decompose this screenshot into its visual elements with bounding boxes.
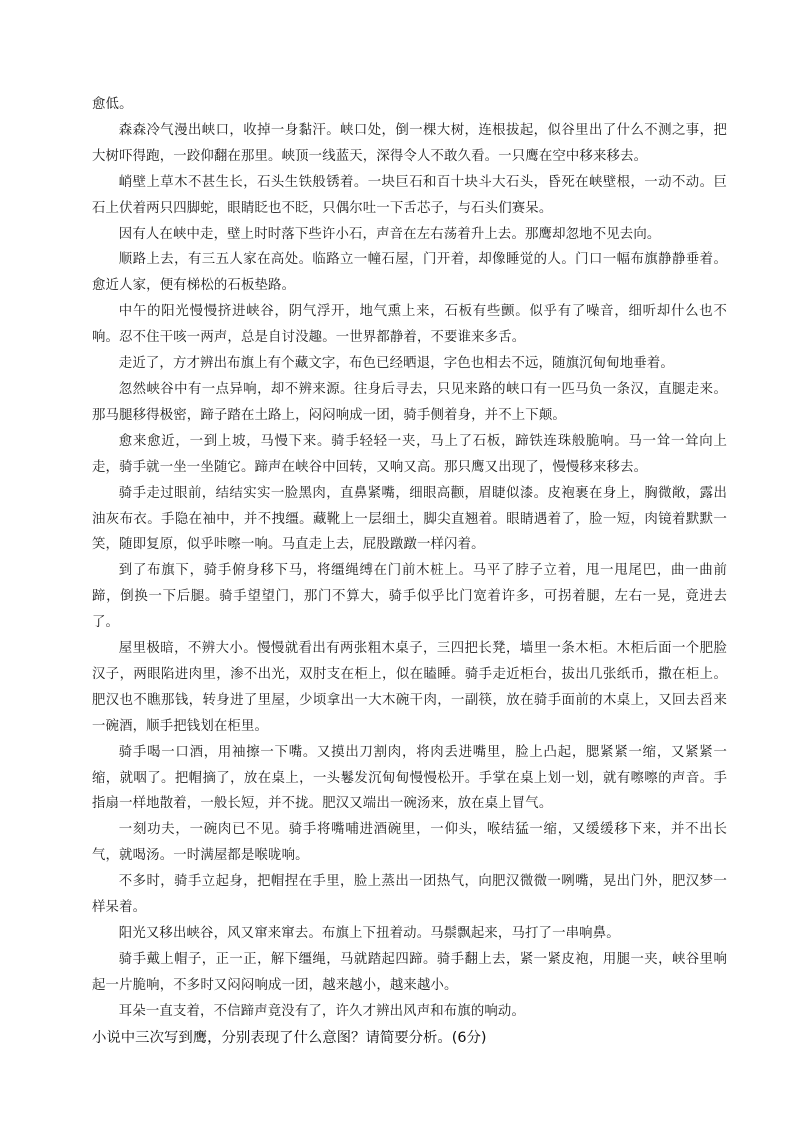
paragraph-2: 森森冷气漫出峡口，收掉一身黏汗。峡口处，倒一棵大树，连根拔起，似谷里出了什么不测之事，把大树吓得跑，一跤仰翻在那里。峡顶一线蓝天，深得令人不敢久看。一只鹰在空中移来移去。 <box>92 122 727 164</box>
paragraph-3: 峭壁上草木不甚生长，石头生铁般锈着。一块巨石和百十块斗大石头，昏死在峡壁根，一动不动。巨石上伏着两只四脚蛇，眼睛眨也不眨，只偶尔吐一下舌芯子，与石头们赛呆。 <box>92 174 727 216</box>
paragraph-12: 屋里极暗，不辨大小。慢慢就看出有两张粗木桌子，三四把长凳，墙里一条木柜。木柜后面一个肥脸汉子，两眼陷进肉里，渗不出光，双肘支在柜上，似在瞌睡。骑手走近柜台，拔出几张纸币，撒在柜上。肥汉也不瞧那钱，转身进了里屋，少顷拿出一大木碗干肉，一副筷，放在骑手面前的木桌上，又回去舀来一碗酒，顺手把钱划在柜里。 <box>92 641 727 734</box>
exam-question: 小说中三次写到鹰，分别表现了什么意图？请简要分析。(6分) <box>92 1029 487 1046</box>
paragraph-17: 骑手戴上帽子，正一正，解下缰绳，马就踏起四蹄。骑手翻上去，紧一紧皮袍，用腿一夹，峡谷里响起一片脆响，不多时又闷闷响成一团，越来越小，越来越小。 <box>92 951 727 993</box>
paragraph-16: 阳光又移出峡谷，风又窜来窜去。布旗上下扭着动。马鬃飘起来，马打了一串响鼻。 <box>118 926 620 941</box>
article-body <box>92 92 727 1051</box>
paragraph-10: 骑手走过眼前，结结实实一脸黑肉，直鼻紧嘴，细眼高颧，眉睫似漆。皮袍裹在身上，胸微敞，露出油灰布衣。手隐在袖中，并不拽缰。藏靴上一层细土，脚尖直翘着。眼睛遇着了，脸一短，肉镜着默默一笑，随即复原，似乎咔嚓一响。马直走上去，屁股蹾蹾一样闪着。 <box>92 485 727 553</box>
paragraph-1: 愈低。 <box>92 97 133 112</box>
paragraph-4: 因有人在峡中走，壁上时时落下些许小石，声音在左右荡着升上去。那鹰却忽地不见去向。 <box>118 226 661 242</box>
paragraph-7: 走近了，方才辨出布旗上有个藏文字，布色已经晒退，字色也相去不远，随旗沉甸甸地垂着。 <box>118 356 674 372</box>
paragraph-8: 忽然峡谷中有一点异响，却不辨来源。往身后寻去，只见来路的峡口有一匹马负一条汉，直腿走来。那马腿移得极密，蹄子踏在土路上，闷闷响成一团，骑手侧着身，并不上下颠。 <box>92 381 727 423</box>
paragraph-6: 中午的阳光慢慢挤进峡谷，阴气浮开，地气熏上来，石板有些颤。似乎有了噪音，细听却什么也不响。忍不住干咳一两声，总是自讨没趣。一世界都静着，不要谁来多舌。 <box>92 304 727 346</box>
paragraph-11: 到了布旗下，骑手俯身移下马，将缰绳缚在门前木桩上。马平了脖子立着，甩一甩尾巴，曲一曲前蹄，倒换一下后腿。骑手望望门，那门不算大，骑手似乎比门宽着许多，可拐着腿，左右一晃，竟进去了。 <box>92 563 727 631</box>
paragraph-9: 愈来愈近，一到上坡，马慢下来。骑手轻轻一夹，马上了石板，蹄铁连珠般脆响。马一耸一耸向上走，骑手就一坐一坐随它。蹄声在峡谷中回转，又响又高。那只鹰又出现了，慢慢移来移去。 <box>92 433 727 475</box>
paragraph-5: 顺路上去，有三五人家在高处。临路立一幢石屋，门开着，却像睡觉的人。门口一幅布旗静静垂着。愈近人家，便有梯松的石板垫路。 <box>92 252 727 294</box>
paragraph-18: 耳朵一直支着，不信蹄声竟没有了，许久才辨出风声和布旗的响动。 <box>118 1003 526 1019</box>
paragraph-14: 一刻功夫，一碗肉已不见。骑手将嘴哺进酒碗里，一仰头，喉结猛一缩，又缓缓移下来，并不出长气，就喝汤。一时满屋都是喉咙响。 <box>92 822 727 864</box>
paragraph-15: 不多时，骑手立起身，把帽捏在手里，脸上蒸出一团热气，向肥汉微微一咧嘴，晃出门外，肥汉梦一样呆着。 <box>92 874 727 916</box>
paragraph-13: 骑手喝一口酒，用袖擦一下嘴。又摸出刀割肉，将肉丢进嘴里，脸上凸起，腮紧紧一缩，又紧紧一缩，就咽了。把帽摘了，放在桌上，一头鬈发沉甸甸慢慢松开。手掌在桌上划一划，就有嚓嚓的声音。手指扇一样地散着，一般长短，并不拢。肥汉又端出一碗汤来，放在桌上冒气。 <box>92 744 727 812</box>
